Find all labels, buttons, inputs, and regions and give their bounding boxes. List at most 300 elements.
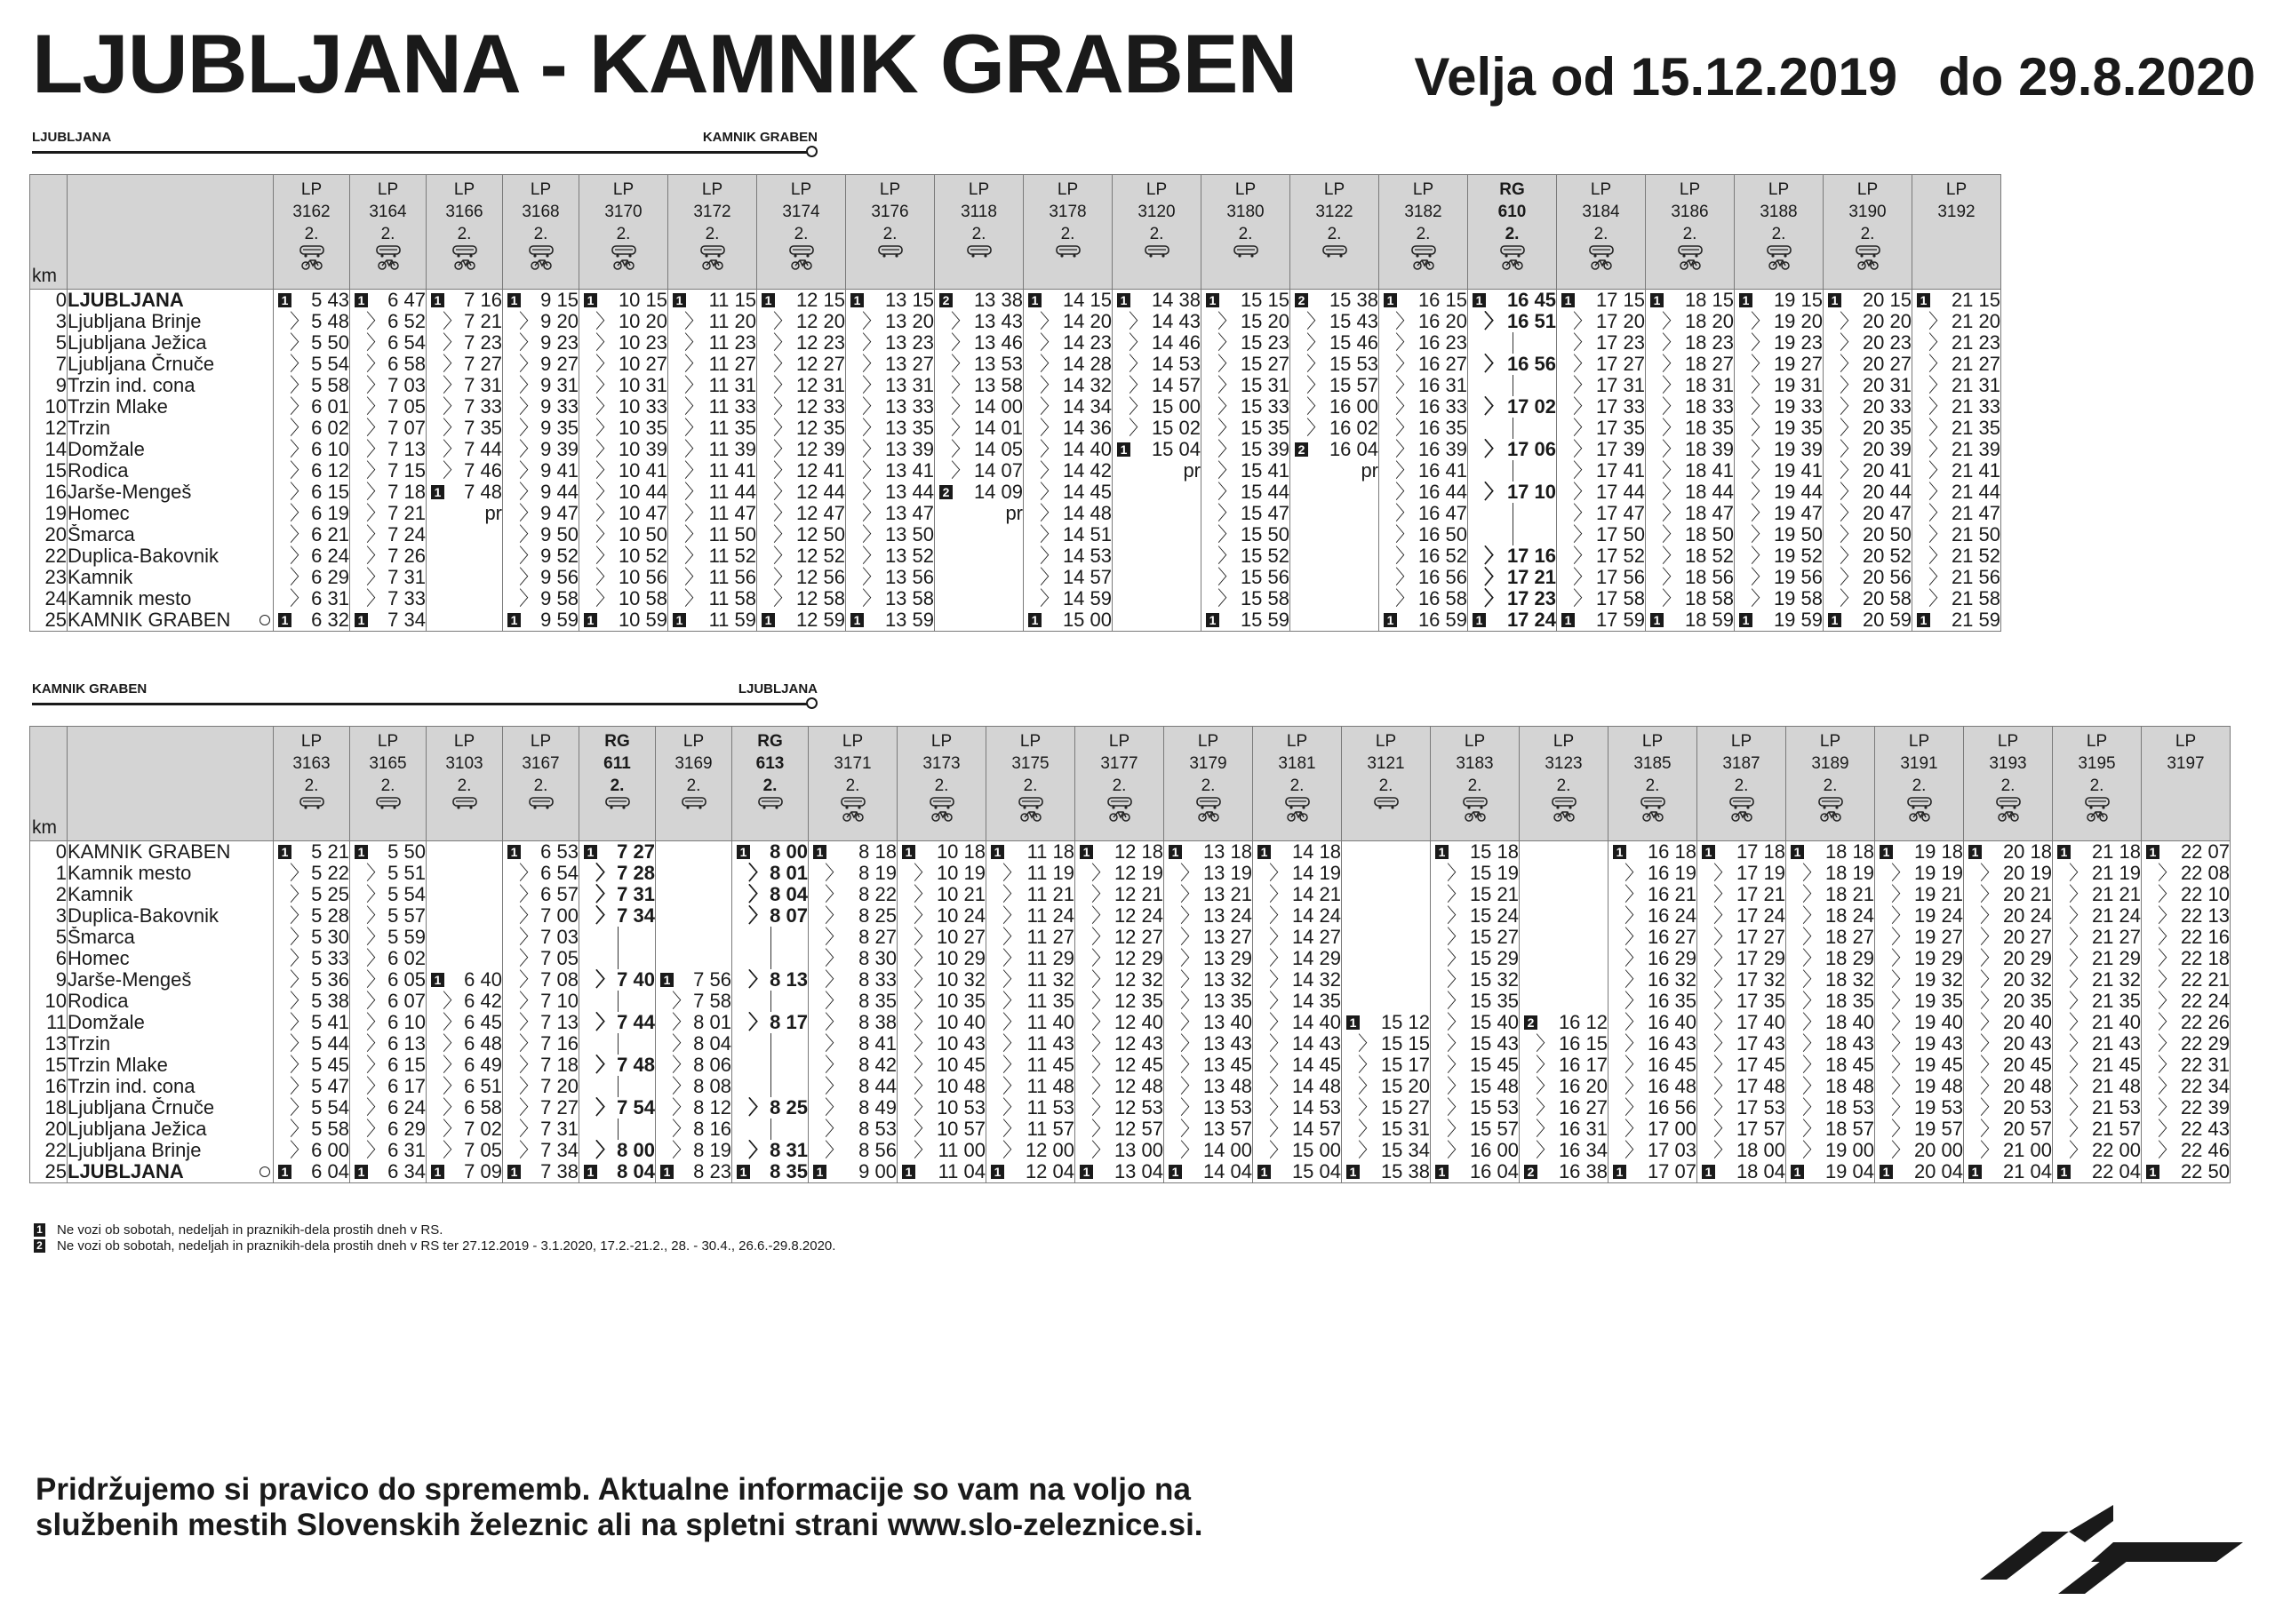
train-type: LP	[1286, 732, 1308, 751]
station-km: 10	[30, 991, 68, 1012]
departure-time: 〉 6 58	[427, 1097, 503, 1118]
time-value: 22 50	[2180, 1161, 2230, 1182]
train-number: 3177	[1100, 754, 1138, 773]
terminal-circle-icon	[806, 697, 818, 709]
departure-time: 〉 12 19	[1075, 863, 1164, 884]
bicycle-icon	[809, 809, 897, 822]
train-number: 3185	[1633, 754, 1672, 773]
departure-time: 〉 9 20	[503, 311, 579, 332]
time-value: 13 58	[884, 588, 934, 609]
station-row	[30, 884, 2231, 905]
station-row	[30, 1161, 2231, 1183]
route-indicator-outbound	[32, 130, 818, 160]
departure-time	[2142, 1161, 2231, 1183]
departure-time: 〉 17 48	[1697, 1076, 1786, 1097]
sz-logo-icon	[1980, 1505, 2243, 1594]
departure-time: 〉 6 24	[350, 1097, 427, 1118]
departure-time	[1964, 841, 2053, 864]
time-value: 15 15	[1240, 289, 1289, 311]
station-name	[68, 503, 274, 524]
service-note-mark: 1	[278, 1165, 291, 1179]
train-passes-through	[732, 1076, 809, 1097]
departure-time: 〉 10 56	[579, 567, 668, 588]
departure-time: 〉 5 57	[350, 905, 427, 927]
departure-time: 〉 11 31	[668, 375, 757, 396]
departure-time: 〉 10 24	[898, 905, 986, 927]
time-value: 17 58	[1595, 588, 1645, 609]
time-value: 8 35	[858, 991, 897, 1012]
time-value: 18 59	[1684, 609, 1734, 631]
time-value: 19 56	[1773, 567, 1823, 588]
departure-time: 〉 20 47	[1824, 503, 1912, 524]
time-value: 20 24	[2002, 905, 2052, 927]
time-value: 15 15	[1380, 1033, 1430, 1055]
departure-time: 〉 16 27	[1608, 927, 1697, 948]
bicycle-icon	[1697, 809, 1785, 822]
departure-time: 〉 12 35	[757, 418, 846, 439]
time-value: 7 18	[387, 482, 426, 503]
departure-time: 〉 15 15	[1342, 1033, 1431, 1055]
departure-time: 〉 11 39	[668, 439, 757, 460]
time-value: 15 02	[1151, 418, 1201, 439]
time-value: 6 05	[387, 969, 426, 991]
train-type: LP	[1375, 732, 1397, 751]
time-value: 14 48	[1291, 1076, 1341, 1097]
empty-cell	[1520, 841, 1608, 864]
departure-time	[1468, 609, 1557, 632]
time-value: 13 58	[973, 375, 1023, 396]
departure-time: 〉 12 35	[1075, 991, 1164, 1012]
departure-time: 〉 22 43	[2142, 1118, 2231, 1140]
time-value: 8 56	[858, 1140, 897, 1161]
departure-time: 〉 15 32	[1431, 969, 1520, 991]
time-value: 15 12	[1380, 1012, 1430, 1033]
departure-time: 〉 6 15	[274, 482, 350, 503]
service-note-mark: 1	[991, 1165, 1004, 1179]
empty-cell	[1290, 482, 1379, 503]
time-value: 14 46	[1151, 332, 1201, 354]
terminal-circle-icon	[259, 615, 270, 625]
train-car-icon	[809, 797, 897, 809]
departure-time: 〉 13 35	[846, 418, 935, 439]
time-value: 7 18	[540, 1055, 579, 1076]
time-value: 17 06	[1506, 439, 1556, 460]
departure-time	[1875, 1161, 1964, 1183]
departure-time: 〉 11 32	[986, 969, 1075, 991]
departure-time: 〉 17 02	[1468, 396, 1557, 418]
time-value: 11 24	[1026, 905, 1074, 927]
empty-cell	[1342, 863, 1431, 884]
time-value: 7 34	[540, 1140, 579, 1161]
time-value: 7 48	[617, 1055, 655, 1076]
departure-time	[732, 841, 809, 864]
departure-time: 〉 21 29	[2053, 948, 2142, 969]
time-value: 7 31	[540, 1118, 579, 1140]
time-value: 20 53	[2002, 1097, 2052, 1118]
service-note-mark: 1	[431, 293, 444, 307]
train-number: 3179	[1189, 754, 1227, 773]
service-note-mark: 1	[355, 1165, 368, 1179]
time-value: 16 12	[1558, 1012, 1608, 1033]
departure-time: 〉 14 57	[1113, 375, 1201, 396]
time-value: 13 38	[973, 289, 1023, 311]
time-value: 18 29	[1824, 948, 1874, 969]
departure-time: 〉 10 53	[898, 1097, 986, 1118]
train-type: LP	[1553, 732, 1575, 751]
time-value: 12 00	[1025, 1140, 1074, 1161]
departure-time: 〉 7 40	[579, 969, 656, 991]
departure-time: 〉 17 35	[1557, 418, 1646, 439]
validity-to: do 29.8.2020	[1938, 47, 2255, 107]
departure-time	[1113, 290, 1201, 312]
time-value: 16 29	[1647, 948, 1696, 969]
departure-time	[274, 1161, 350, 1183]
time-value: 6 34	[387, 1161, 426, 1182]
departure-time: 〉 21 24	[2053, 905, 2142, 927]
train-header	[427, 175, 503, 290]
time-value: 13 41	[884, 460, 934, 482]
time-value: 6 40	[464, 969, 502, 991]
time-value: 11 35	[1026, 991, 1074, 1012]
empty-cell	[1520, 991, 1608, 1012]
station-header	[68, 727, 274, 841]
time-value: 22 24	[2180, 991, 2230, 1012]
time-value: 15 19	[1469, 863, 1519, 884]
time-value: 20 59	[1862, 609, 1912, 631]
departure-time: 〉 17 23	[1468, 588, 1557, 609]
departure-time: 〉 11 41	[668, 460, 757, 482]
station-name-text: Ljubljana Brinje	[68, 1140, 202, 1161]
departure-time	[1075, 841, 1164, 864]
station-name-text: KAMNIK GRABEN	[68, 840, 231, 863]
train-car-icon	[668, 245, 756, 258]
departure-time: 〉 21 19	[2053, 863, 2142, 884]
station-name-text: Kamnik	[68, 567, 133, 588]
departure-time: 〉 9 56	[503, 567, 579, 588]
departure-time: 〉 21 56	[1912, 567, 2001, 588]
train-header	[898, 727, 986, 841]
station-row	[30, 354, 2001, 375]
time-value: 22 34	[2180, 1076, 2230, 1097]
departure-time: 〉 20 00	[1875, 1140, 1964, 1161]
time-value: 18 35	[1684, 418, 1734, 439]
time-value: 14 00	[1202, 1140, 1252, 1161]
train-class: 2.	[1378, 776, 1393, 795]
time-value: 17 27	[1736, 927, 1785, 948]
time-value: 17 59	[1595, 609, 1645, 631]
time-value: 21 33	[1951, 396, 2000, 418]
train-header	[1824, 175, 1912, 290]
departure-time: 〉 6 51	[427, 1076, 503, 1097]
service-note-mark: 1	[1169, 845, 1182, 859]
time-value: 15 45	[1469, 1055, 1519, 1076]
departure-time: 〉 22 16	[2142, 927, 2231, 948]
departure-time: 〉 6 02	[350, 948, 427, 969]
empty-cell	[1520, 884, 1608, 905]
service-note-mark: 1	[1880, 845, 1893, 859]
time-value: 19 53	[1913, 1097, 1963, 1118]
service-note-mark: 1	[1117, 442, 1130, 457]
departure-time: 〉 13 23	[846, 332, 935, 354]
departure-time: 〉 7 05	[427, 1140, 503, 1161]
departure-time: 〉 15 27	[1342, 1097, 1431, 1118]
time-value: 7 44	[464, 439, 502, 460]
station-name	[68, 460, 274, 482]
departure-time: 〉 6 13	[350, 1033, 427, 1055]
train-car-icon	[1786, 797, 1874, 809]
departure-time	[503, 841, 579, 864]
station-km: 18	[30, 1097, 68, 1118]
train-car-icon	[1557, 245, 1645, 258]
train-car-icon	[1290, 245, 1378, 258]
departure-time	[935, 482, 1024, 503]
time-value: 13 29	[1202, 948, 1252, 969]
train-number: 3170	[604, 203, 643, 221]
departure-time: 〉 22 24	[2142, 991, 2231, 1012]
train-header	[1431, 727, 1520, 841]
station-name	[68, 1140, 274, 1161]
departure-time: 〉 15 57	[1290, 375, 1379, 396]
departure-time: 〉 14 48	[1253, 1076, 1342, 1097]
time-value: 12 20	[795, 311, 845, 332]
time-value: 15 31	[1380, 1118, 1430, 1140]
departure-time: 〉 11 35	[668, 418, 757, 439]
km-header: km	[30, 727, 68, 841]
time-value: 17 45	[1736, 1055, 1785, 1076]
bicycle-icon	[1786, 809, 1874, 822]
time-value: 9 33	[540, 396, 579, 418]
train-class: 2.	[1556, 776, 1571, 795]
train-type: LP	[1234, 180, 1257, 199]
time-value: 6 15	[311, 482, 349, 503]
train-number: 3188	[1760, 203, 1798, 221]
time-value: 20 44	[1862, 482, 1912, 503]
time-value: 22 13	[2180, 905, 2230, 927]
station-row	[30, 1055, 2231, 1076]
departure-time: 〉 6 15	[350, 1055, 427, 1076]
station-row	[30, 841, 2231, 864]
departure-time: 〉 19 58	[1735, 588, 1824, 609]
train-type: LP	[1856, 180, 1879, 199]
departure-time: 〉 13 58	[935, 375, 1024, 396]
departure-time: 〉 17 57	[1697, 1118, 1786, 1140]
time-value: 5 48	[311, 311, 349, 332]
time-value: 19 43	[1913, 1033, 1963, 1055]
service-note-mark: 1	[584, 613, 597, 627]
departure-time: 〉 6 29	[274, 567, 350, 588]
service-note-mark: 1	[1080, 845, 1093, 859]
departure-time: 〉 9 33	[503, 396, 579, 418]
train-header	[427, 727, 503, 841]
train-number: 3172	[693, 203, 731, 221]
time-value: 14 19	[1291, 863, 1341, 884]
time-value: 21 41	[1951, 460, 2000, 482]
time-value: 13 18	[1202, 840, 1252, 863]
station-name	[68, 905, 274, 927]
time-value: 9 00	[858, 1161, 897, 1182]
time-value: 8 44	[858, 1076, 897, 1097]
departure-time: 〉 7 18	[503, 1055, 579, 1076]
time-value: 6 29	[387, 1118, 426, 1140]
station-name	[68, 482, 274, 503]
departure-time: 〉 15 00	[1113, 396, 1201, 418]
departure-time: 〉 6 54	[503, 863, 579, 884]
time-value: 16 15	[1558, 1033, 1608, 1055]
departure-time: 〉 8 06	[656, 1055, 732, 1076]
departure-time: 〉 7 31	[350, 567, 427, 588]
departure-time	[503, 290, 579, 312]
train-type: LP	[790, 180, 812, 199]
time-value: 6 17	[387, 1076, 426, 1097]
station-name-text: Trzin	[68, 1033, 111, 1055]
departure-time: 〉 6 10	[274, 439, 350, 460]
time-value: 18 48	[1824, 1076, 1874, 1097]
time-value: 17 33	[1595, 396, 1645, 418]
time-value: 6 04	[311, 1161, 349, 1182]
departure-time: 〉 6 45	[427, 1012, 503, 1033]
departure-time: 〉 19 41	[1735, 460, 1824, 482]
time-value: 7 03	[387, 375, 426, 396]
time-value: 11 23	[708, 332, 756, 354]
time-value: 7 33	[464, 396, 502, 418]
departure-time: 〉 8 08	[656, 1076, 732, 1097]
time-value: 19 27	[1773, 354, 1823, 375]
departure-time	[1164, 1161, 1253, 1183]
time-value: 20 45	[2002, 1055, 2052, 1076]
station-name-text: Duplica-Bakovnik	[68, 545, 219, 567]
departure-time: 〉 16 34	[1520, 1140, 1608, 1161]
time-value: 6 31	[311, 588, 349, 609]
empty-cell	[1290, 503, 1379, 524]
time-value: 5 44	[311, 1033, 349, 1055]
departure-time: 〉 13 58	[846, 588, 935, 609]
train-type: LP	[300, 180, 323, 199]
train-header	[274, 175, 350, 290]
departure-time: 〉 5 50	[274, 332, 350, 354]
departure-time	[1024, 290, 1113, 312]
bicycle-icon	[1520, 809, 1608, 822]
time-value: 16 56	[1417, 567, 1467, 588]
departure-time: 〉 11 27	[986, 927, 1075, 948]
time-value: 8 12	[693, 1097, 731, 1118]
departure-time: 〉 15 31	[1201, 375, 1290, 396]
time-value: 8 42	[858, 1055, 897, 1076]
departure-time: 〉 11 29	[986, 948, 1075, 969]
departure-time: 〉 10 41	[579, 460, 668, 482]
time-value: 20 57	[2002, 1118, 2052, 1140]
departure-time	[503, 609, 579, 632]
time-value: 5 47	[311, 1076, 349, 1097]
departure-time: 〉 11 50	[668, 524, 757, 545]
train-header	[1557, 175, 1646, 290]
departure-time: 〉 19 27	[1735, 354, 1824, 375]
service-note-mark: 1	[1206, 613, 1219, 627]
departure-time: 〉 16 00	[1290, 396, 1379, 418]
departure-time	[1075, 1161, 1164, 1183]
time-value: 10 24	[936, 905, 986, 927]
note-mark: 1	[34, 1223, 45, 1237]
time-value: 16 15	[1417, 289, 1467, 311]
time-value: 18 04	[1736, 1161, 1785, 1182]
time-value: 10 52	[618, 545, 667, 567]
train-number: 3167	[522, 754, 560, 773]
departure-time: 〉 12 33	[757, 396, 846, 418]
time-value: 12 50	[795, 524, 845, 545]
bicycle-icon	[1557, 258, 1645, 270]
time-value: 11 52	[708, 545, 756, 567]
departure-time	[668, 290, 757, 312]
time-value: 15 47	[1240, 503, 1289, 524]
train-car-icon	[1824, 245, 1912, 258]
departure-time: 〉 5 30	[274, 927, 350, 948]
time-value: 21 59	[1951, 609, 2000, 631]
departure-time: 〉 13 32	[1164, 969, 1253, 991]
time-value: 17 23	[1595, 332, 1645, 354]
station-km: 9	[30, 969, 68, 991]
time-value: 20 35	[2002, 991, 2052, 1012]
departure-time: 〉 8 00	[579, 1140, 656, 1161]
train-type: LP	[1730, 732, 1752, 751]
train-number: 3162	[292, 203, 331, 221]
departure-time: 〉 7 07	[350, 418, 427, 439]
time-value: 5 57	[387, 905, 426, 927]
departure-time: 〉 7 34	[579, 905, 656, 927]
empty-cell	[1342, 927, 1431, 948]
departure-time: 〉 13 40	[1164, 1012, 1253, 1033]
train-header	[1786, 727, 1875, 841]
bicycle-icon	[1824, 258, 1912, 270]
departure-time	[1253, 1161, 1342, 1183]
departure-time: 〉 21 43	[2053, 1033, 2142, 1055]
departure-time: 〉 13 33	[846, 396, 935, 418]
train-car-icon	[1342, 797, 1430, 809]
service-note-mark: 1	[1473, 293, 1486, 307]
time-value: 6 32	[311, 609, 349, 631]
departure-time: 〉 8 42	[809, 1055, 898, 1076]
departure-time	[1201, 609, 1290, 632]
departure-time	[350, 1161, 427, 1183]
departure-time: 〉 16 35	[1608, 991, 1697, 1012]
departure-time: 〉 17 32	[1697, 969, 1786, 991]
service-note-mark: 1	[355, 845, 368, 859]
departure-time: 〉 17 21	[1697, 884, 1786, 905]
departure-time: 〉 21 20	[1912, 311, 2001, 332]
departure-time	[427, 290, 503, 312]
departure-time: 〉 13 48	[1164, 1076, 1253, 1097]
station-name	[68, 375, 274, 396]
departure-time: 〉 16 20	[1379, 311, 1468, 332]
time-value: 7 09	[464, 1161, 502, 1182]
train-class: 2.	[686, 776, 701, 795]
time-value: 8 38	[858, 1012, 897, 1033]
footnote-2	[34, 1238, 835, 1254]
departure-time: 〉 19 56	[1735, 567, 1824, 588]
departure-time: 〉 21 32	[2053, 969, 2142, 991]
time-value: 18 57	[1824, 1118, 1874, 1140]
departure-time: 〉 12 40	[1075, 1012, 1164, 1033]
train-number: 3121	[1367, 754, 1405, 773]
train-header	[2053, 727, 2142, 841]
departure-time: 〉 17 03	[1608, 1140, 1697, 1161]
time-value: 15 52	[1240, 545, 1289, 567]
time-value: 17 57	[1736, 1118, 1785, 1140]
time-value: 10 59	[618, 609, 667, 631]
time-value: 14 24	[1291, 905, 1341, 927]
departure-time: 〉 8 04	[732, 884, 809, 905]
departure-time: 〉 8 35	[809, 991, 898, 1012]
time-value: 11 15	[708, 289, 756, 311]
station-row	[30, 1140, 2231, 1161]
